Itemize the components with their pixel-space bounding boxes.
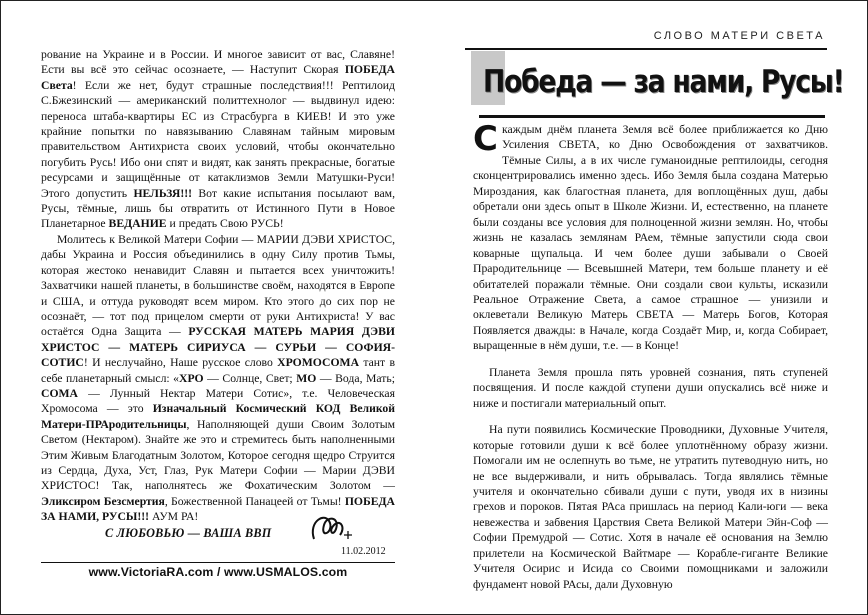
text-run: — Вода, Мать; [316, 371, 395, 385]
article-title: Победа — за нами, Русы! [483, 64, 844, 100]
left-text-column [41, 47, 395, 525]
text-run: ! Если же нет, будут страшные последствия!!! Рептилоид С.Бжезинский — американский политтехнолог — выдвинул идею: переноса штаба-квартиры ЕС из Страсбурга в КИЕВ! И это уже крайние попытки по навязыванию Славянам тайным мировым правительством Антихриста своих условий, чтобы окончательно погубить Русь! Ибо они спят и видят, как занять прекрасные, богатые ресурсами и защищённые от катаклизмов Земли Матушки-Руси! Этого допустить [41, 78, 395, 200]
text-run: и предать Свою РУСЬ! [166, 217, 284, 231]
text-run: Вот какие испытания посылают вам, Русы, тёмные, лишь бы отвратить от Истинного Пути в Новое Планетарное [41, 186, 395, 231]
title-divider [479, 115, 825, 118]
text-run: тант в себе планетарный смысл: « [41, 356, 395, 385]
bold-text: Изначальный Космический КОД Великой Матери-ПРАродительницы [41, 402, 396, 431]
paragraph-2: Планета Земля прошла пять уровней сознания, пять ступеней посвящения. И после каждой ступени души опускались всё ниже и ниже и постигали материальный опыт. [473, 365, 828, 410]
right-text-column [473, 119, 828, 603]
signature: С ЛЮБОВЬЮ — ВАША ВВП [105, 526, 272, 540]
section-heading: СЛОВО МАТЕРИ СВЕТА [653, 30, 825, 42]
paragraph-1-text: каждым днём планета Земля всё более приближается ко Дню Усиления СВЕТА, ко Дню Освобождения от захватчиков. Тёмные Силы, а в их числе гуманоидные рептилоиды, сегодня сконцентрировались именно здесь. Ибо Земля была создана Матерью Мироздания, как благостная планета, для воплощённых душ, дабы обретали они здесь опыт в Школе Жизни. И, естественно, на планете были созданы все условия для полноценной жизни землян. Но, чтобы жизнь не казалась землянам РАем, тёмные запустили сюда свои коварные щупальца. И чем более души забывали о Своей Прародительнице — Всевышней Матери, тем больше планету и её обитателей поражали тёмные. Они создали свои культы, исказили Реальное Отражение Света, а самое страшное — унизили и оклеветали Великую Матерь СВЕТА — Матерь Богов, Которая Появляется дважды: в Начале, когда Создаёт Мир, и, когда Собирает, выращенные в нём души, т.е. — в Конце! [473, 123, 828, 353]
left-paragraph-1 [41, 47, 395, 232]
text-run: АУМ РА! [149, 510, 199, 524]
text-run: рование на Украине и в России. И многое зависит от вас, Славяне! Ести вы всё это сейчас осознаете, — Наступит Скорая [41, 48, 395, 77]
text-run: , Божественной Панацеей от Тьмы! [164, 494, 345, 508]
left-paragraph-2 [41, 232, 395, 525]
bold-text: НЕЛЬЗЯ!!! [133, 186, 192, 200]
bold-text: СОМА [41, 386, 79, 400]
signature-flourish-icon [306, 509, 356, 549]
paragraph-3: На пути появились Космические Проводники, Духовные Учителя, которые готовили души к всё более уплотнённому образу жизни. Помогали им не ослепнуть во тьме, не утратить путеводную нить, но не все выдерживали, и нить обрывалась. Тогда являлись тёмные учителя и окончательно сбивали души с пути, уводя их в низины грехов и пороков. Пятая РАса пришлась на период Кали-юги — века невежества и забвения Царствия Света Великой Матери Эйн-Соф — Софии Премудрой — Сотис. Хотя в начале её основания на Землю прилетели на Космической Вайтмаре — Корабле-гиганте Великие Учителя Осирис и Исида со Своими помощниками и заложили фундамент новой РАсы, дали Духовную [473, 423, 828, 591]
text-run: , Наполняющей души Своим Золотым Светом (Нектаром). Знайте же это и стремитесь быть наполненными Этим Живым Благодатным Золотом, Которое сегодня щедро Струится из Сердца, Духа, Уст, Глаз, Рук Матери Софии — Марии ДЭВИ ХРИСТОС! Так, наполнятесь же Фохатическим Золотом — [41, 417, 395, 493]
text-run: Молитесь к Великой Матери Софии — МАРИИ ДЭВИ ХРИСТОС, дабы Украина и Россия объединились в одну Силу против Тьмы, которая жестоко ненавидит Славян и пытается всех уничтожить! Захватчики нашей планеты, в большинстве своём, находятся в Европе и США, и оттуда руководят всем миром. Кто этого до сих пор не осознаёт, — тот под прицелом смерти от руки Антихриста! У вас остаётся Одна Защита — [41, 232, 395, 339]
bold-text: ХРО [179, 371, 204, 385]
section-divider [465, 48, 827, 50]
footer-links[interactable]: www.VictoriaRA.com / www.USMALOS.com [88, 565, 348, 579]
drop-cap: С [473, 119, 498, 159]
paragraph-1 [473, 119, 828, 354]
bold-text: МО [296, 371, 317, 385]
bold-text: РУССКАЯ МАТЕРЬ МАРИЯ ДЭВИ ХРИСТОС — МАТЕРЬ СИРИУСА — СУРЬИ — СОФИЯ-СОТИС [41, 325, 395, 370]
bold-text: ПОБЕДА Света [41, 63, 395, 92]
text-run: — Солнце, Свет; [203, 371, 297, 385]
footer-divider [41, 562, 395, 563]
text-run: ! И неслучайно, Наше русское слово [83, 356, 278, 370]
bold-text: ХРОМОСОМА [277, 356, 360, 370]
left-page [1, 1, 434, 614]
right-page [435, 1, 867, 614]
date: 11.02.2012 [341, 546, 386, 557]
bold-text: ВЕДАНИЕ [108, 217, 167, 231]
bold-text: ПОБЕДА ЗА НАМИ, РУСЫ!!! [41, 494, 395, 524]
bold-text: Эликсиром Безсмертия [41, 494, 165, 508]
text-run: — Лунный Нектар Матери Сотис», т.е. Человеческая Хромосома — это [41, 386, 395, 416]
